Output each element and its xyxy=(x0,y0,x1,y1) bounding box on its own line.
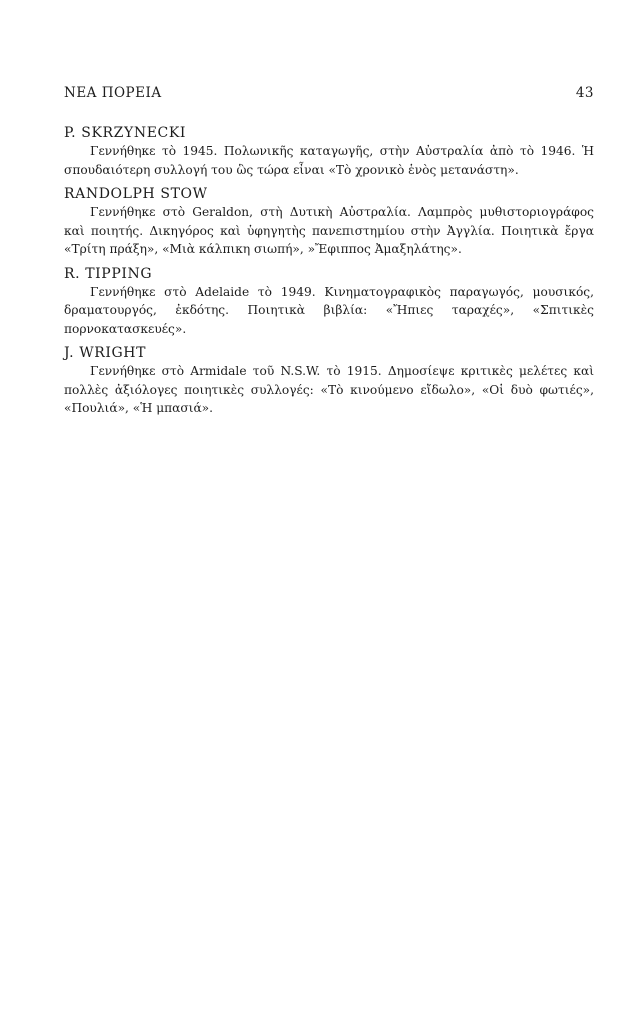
biography-entry xyxy=(64,265,594,339)
author-name: P. SKRZYNECKI xyxy=(64,125,187,141)
author-bio: Γεννήθηκε στὸ Adelaide τὸ 1949. Κινηματογραφικὸς παραγωγός, μουσικός, δραματουργός, ἐκδότης. Ποιητικὰ βιβλία: «Ἤπιες ταραχές», «Σπιτικὲς πορνοκατασκευές». xyxy=(64,284,594,336)
author-bio: Γεννήθηκε στὸ Geraldon, στὴ Δυτικὴ Αὐστραλία. Λαμπρὸς μυθιστοριογράφος καὶ ποιητής. Δικηγόρος καὶ ὑφηγητὴς πανεπιστημίου στὴν Ἀγγλία. Ποιητικὰ ἔργα «Τρίτη πράξη», «Μιὰ κάλπικη σιωπή», »Ἔφιππος Ἀμαξηλάτης». xyxy=(64,205,594,256)
running-title: ΝΕΑ ΠΟΡΕΙΑ xyxy=(64,85,162,101)
author-name: R. TIPPING xyxy=(64,265,153,282)
author-name: RANDOLPH STOW xyxy=(64,186,208,202)
author-name: J. WRIGHT xyxy=(64,345,147,361)
page-number: 43 xyxy=(575,85,594,101)
biography-entry xyxy=(64,185,594,259)
biography-list xyxy=(64,124,594,424)
author-bio: Γεννήθηκε τὸ 1945. Πολωνικῆς καταγωγῆς, στὴν Αὐστραλία ἀπὸ τὸ 1946. Ἡ σπουδαιότερη συλλογή του ὣς τώρα εἶναι «Τὸ χρονικὸ ἑνὸς μετανάστη». xyxy=(64,144,594,177)
running-header xyxy=(64,85,594,101)
biography-entry xyxy=(64,124,594,179)
author-bio: Γεννήθηκε στὸ Armidale τοῦ N.S.W. τὸ 1915. Δημοσίεψε κριτικὲς μελέτες καὶ πολλὲς ἀξιόλογες ποιητικὲς συλλογές: «Τὸ κινούμενο εἴδωλο», «Οἱ δυὸ φωτιές», «Πουλιά», «Ἡ μπασιά». xyxy=(64,364,594,415)
biography-entry xyxy=(64,344,594,418)
